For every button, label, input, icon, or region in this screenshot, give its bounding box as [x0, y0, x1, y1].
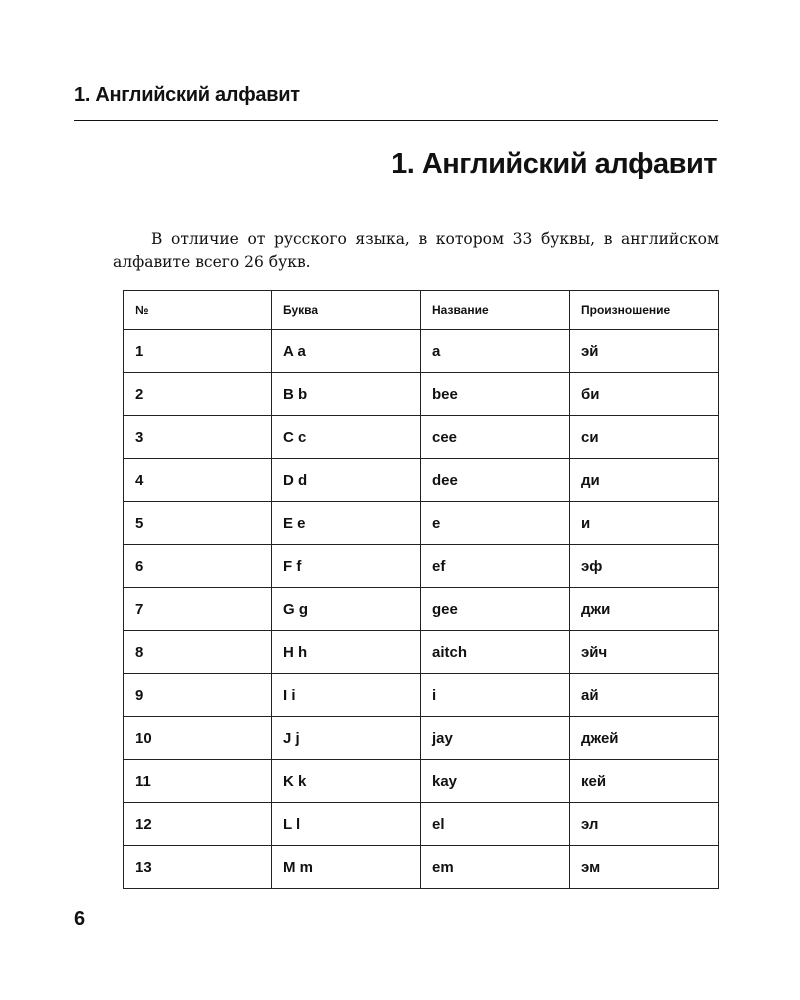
- cell-name: a: [421, 330, 570, 373]
- cell-pronunciation: ай: [570, 674, 719, 717]
- table-row: [124, 717, 719, 760]
- cell-number: 11: [124, 760, 272, 803]
- cell-number: 7: [124, 588, 272, 631]
- table-row: [124, 588, 719, 631]
- cell-name: jay: [421, 717, 570, 760]
- cell-pronunciation: кей: [570, 760, 719, 803]
- cell-number: 8: [124, 631, 272, 674]
- table-row: [124, 803, 719, 846]
- table-row: [124, 373, 719, 416]
- cell-name: e: [421, 502, 570, 545]
- cell-name: el: [421, 803, 570, 846]
- cell-letter: C c: [272, 416, 421, 459]
- cell-pronunciation: эйч: [570, 631, 719, 674]
- cell-letter: H h: [272, 631, 421, 674]
- table-header-row: [124, 291, 719, 330]
- cell-number: 9: [124, 674, 272, 717]
- cell-letter: L l: [272, 803, 421, 846]
- table-row: [124, 330, 719, 373]
- table-row: [124, 416, 719, 459]
- cell-name: aitch: [421, 631, 570, 674]
- header-number: №: [124, 291, 272, 330]
- cell-number: 4: [124, 459, 272, 502]
- cell-pronunciation: эф: [570, 545, 719, 588]
- table-row: [124, 760, 719, 803]
- cell-pronunciation: би: [570, 373, 719, 416]
- cell-number: 12: [124, 803, 272, 846]
- cell-name: dee: [421, 459, 570, 502]
- cell-name: em: [421, 846, 570, 889]
- cell-number: 3: [124, 416, 272, 459]
- table-row: [124, 846, 719, 889]
- cell-letter: M m: [272, 846, 421, 889]
- alphabet-table: [123, 290, 719, 889]
- cell-letter: B b: [272, 373, 421, 416]
- running-head: 1. Английский алфавит: [74, 84, 300, 106]
- cell-name: kay: [421, 760, 570, 803]
- chapter-title: 1. Английский алфавит: [391, 148, 717, 180]
- table-row: [124, 674, 719, 717]
- cell-number: 13: [124, 846, 272, 889]
- cell-letter: D d: [272, 459, 421, 502]
- cell-number: 1: [124, 330, 272, 373]
- cell-name: i: [421, 674, 570, 717]
- cell-letter: G g: [272, 588, 421, 631]
- cell-letter: E e: [272, 502, 421, 545]
- cell-number: 5: [124, 502, 272, 545]
- cell-name: ef: [421, 545, 570, 588]
- page-number: 6: [74, 908, 86, 930]
- header-pronunciation: Произношение: [570, 291, 719, 330]
- cell-pronunciation: эл: [570, 803, 719, 846]
- table-row: [124, 631, 719, 674]
- cell-pronunciation: джи: [570, 588, 719, 631]
- cell-pronunciation: эм: [570, 846, 719, 889]
- cell-pronunciation: ди: [570, 459, 719, 502]
- cell-letter: J j: [272, 717, 421, 760]
- cell-pronunciation: си: [570, 416, 719, 459]
- cell-letter: F f: [272, 545, 421, 588]
- table-row: [124, 545, 719, 588]
- cell-letter: I i: [272, 674, 421, 717]
- cell-pronunciation: и: [570, 502, 719, 545]
- table-row: [124, 502, 719, 545]
- cell-letter: A a: [272, 330, 421, 373]
- cell-pronunciation: джей: [570, 717, 719, 760]
- cell-letter: K k: [272, 760, 421, 803]
- cell-pronunciation: эй: [570, 330, 719, 373]
- intro-paragraph: В отличие от русского языка, в котором 33 буквы, в английском алфавите всего 26 букв.: [113, 230, 719, 271]
- header-name: Название: [421, 291, 570, 330]
- cell-number: 6: [124, 545, 272, 588]
- cell-number: 2: [124, 373, 272, 416]
- cell-name: cee: [421, 416, 570, 459]
- cell-name: bee: [421, 373, 570, 416]
- cell-number: 10: [124, 717, 272, 760]
- header-letter: Буква: [272, 291, 421, 330]
- table-row: [124, 459, 719, 502]
- cell-name: gee: [421, 588, 570, 631]
- header-divider: [74, 120, 718, 121]
